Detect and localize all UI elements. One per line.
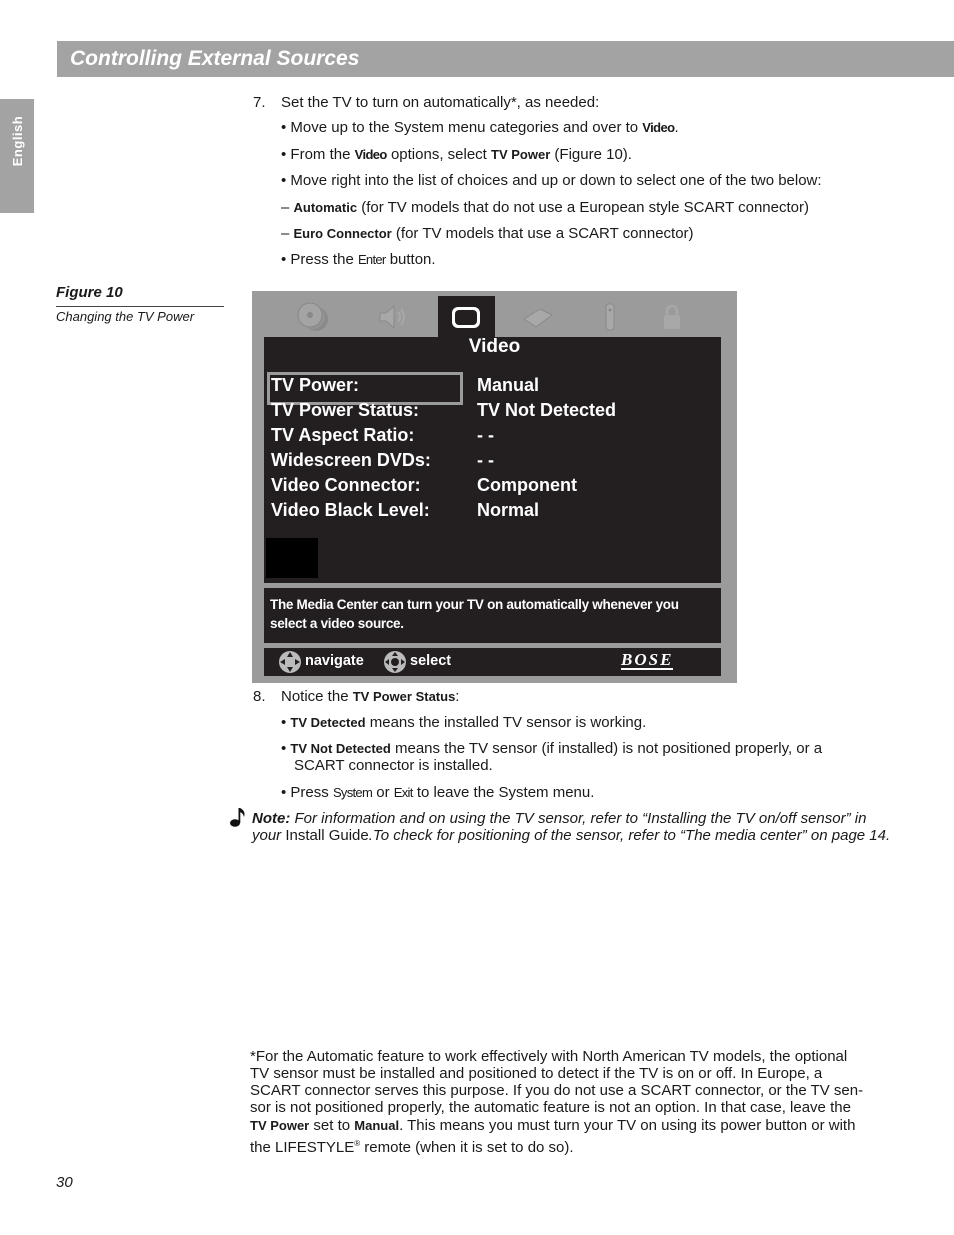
registered-mark: ® [354,1139,361,1148]
select-dpad-icon [382,649,408,675]
key-tv-detected: TV Detected [290,715,366,730]
dash: – [281,199,290,216]
note-line-2 [252,827,890,845]
key-manual: Manual [354,1118,400,1133]
step-8-bullet-1: • TV Detected means the installed TV sensor is working. [281,714,647,731]
step-7-number: 7. [253,94,266,111]
row-label[interactable]: TV Power: [271,375,360,395]
key-video-2: Video [354,147,387,162]
figure-caption: Changing the TV Power [56,309,195,324]
bullet-3-text: Move right into the list of choices and up or down to select one of the two below: [290,172,822,189]
note-text: For information and on using the TV sensor, refer to “Installing the TV on/off sensor” in [290,810,867,827]
navigate-dpad-icon [277,649,303,675]
footnote-line [250,1117,855,1135]
row-value: Manual [477,375,540,395]
bullet-text: Press [290,784,333,801]
remote-icon [592,301,628,333]
bullet-4-text: Press the [290,251,358,268]
disc-icon [296,301,332,333]
section-header-bar [57,41,954,77]
music-note-icon [229,806,247,828]
note-label: Note: [252,810,291,827]
key-video: Video [642,120,675,135]
bullet-text: means the installed TV sensor is working. [365,714,647,731]
note-text: your [252,827,286,844]
row-value: TV Not Detected [477,400,617,420]
step-7-bullet-2: • From the Video options, select TV Power (Figure 10). [281,146,632,163]
key-exit: Exit [393,785,413,800]
bullet-1-end: . [674,119,679,136]
step-8-bullet-2: • TV Not Detected means the TV sensor (if installed) is not positioned properly, or a [281,740,823,757]
help-message: The Media Center can turn your TV on automatically whenever you select a video source. [270,597,679,631]
tv-screen-icon [450,304,482,332]
footnote-text: the LIFESTYLE [250,1139,355,1156]
section-title: Controlling External Sources [70,47,360,70]
key-tv-not-detected: TV Not Detected [290,741,391,756]
step-7-bullet-1: • Move up to the System menu categories and over to Video. [281,119,679,136]
key-tv-power-status: TV Power Status [352,689,456,704]
step-8-number: 8. [253,688,266,705]
bose-logo: BOSE [621,650,674,669]
nav-bar [264,648,721,676]
figure-label: Figure 10 [56,284,123,301]
row-label[interactable]: TV Power Status: [271,400,420,420]
network-icon [520,301,556,333]
step-8-intro [281,688,459,706]
step-8-bullet-3: • Press System or Exit to leave the System menu. [281,784,595,801]
install-guide-ref: Install Guide [285,827,369,844]
key-tv-power: TV Power [250,1118,310,1133]
option-automatic [281,199,809,217]
step-7-bullet-4: • Press the Enter button. [281,251,436,268]
key-automatic: Automatic [293,200,358,215]
row-value: Component [477,475,577,495]
black-box [266,538,318,578]
bullet-2-end: (Figure 10). [550,146,632,163]
speaker-icon [374,301,410,333]
step-8-bullet-2-cont: SCART connector is installed. [294,757,493,774]
row-label[interactable]: Video Black Level: [271,500,430,520]
footnote-line [250,1135,574,1157]
video-tab-active [438,296,495,340]
figure-rule [56,306,224,307]
help-message-panel [264,588,721,643]
footnote-line: TV sensor must be installed and positioned to detect if the TV is on or off. In Europe, a [250,1065,823,1082]
note-text: .To check for positioning of the sensor, refer to “The media center” on page 14. [368,827,891,844]
dash: – [281,225,290,242]
language-tab [0,99,34,213]
tv-menu-screen [252,291,737,683]
bullet-2-text: From the [290,146,355,163]
row-value: Normal [477,500,540,520]
step-7-bullet-3: • Move right into the list of choices and up or down to select one of the two below: [281,172,822,189]
bullet-end: to leave the System menu. [412,784,595,801]
bullet-text: means the TV sensor (if installed) is not positioned properly, or a [390,740,823,757]
language-label: English [9,115,25,167]
bullet-4-end: button. [385,251,436,268]
row-value: - - [477,425,494,445]
step-8-intro-text: Notice the [281,688,353,705]
row-label[interactable]: Widescreen DVDs: [271,450,431,470]
colon: : [455,688,460,705]
key-enter: Enter [357,252,386,267]
page-number: 30 [56,1174,73,1191]
video-heading: Video [468,336,521,357]
bullet-2-mid: options, select [386,146,492,163]
key-system: System [332,785,373,800]
select-label: select [410,653,452,669]
row-value: - - [477,450,494,470]
key-tv-power: TV Power [491,147,551,162]
footnote-text: set to [309,1117,355,1134]
row-label[interactable]: TV Aspect Ratio: [271,425,415,445]
footnote-line: *For the Automatic feature to work effectively with North American TV models, the optional [250,1048,848,1065]
footnote-text: remote (when it is set to do so). [360,1139,574,1156]
note-line-1 [252,810,866,828]
bullet-1-text: Move up to the System menu categories and over to [290,119,643,136]
row-label[interactable]: Video Connector: [271,475,421,495]
footnote-text: . This means you must turn your TV on using its power button or with [399,1117,856,1134]
navigate-label: navigate [305,653,364,669]
bullet-mid: or [372,784,394,801]
option-automatic-text: (for TV models that do not use a European style SCART connector) [357,199,809,216]
option-euro-connector [281,225,694,243]
footnote-line: sor is not positioned properly, the automatic feature is not an option. In that case, leave the [250,1099,851,1116]
step-7-intro: Set the TV to turn on automatically*, as needed: [281,94,600,111]
key-euro-connector: Euro Connector [293,226,392,241]
footnote-line: SCART connector serves this purpose. If you do not use a SCART connector, or the TV sen- [250,1082,864,1099]
lock-icon [654,301,690,333]
option-euro-text: (for TV models that use a SCART connector) [391,225,694,242]
